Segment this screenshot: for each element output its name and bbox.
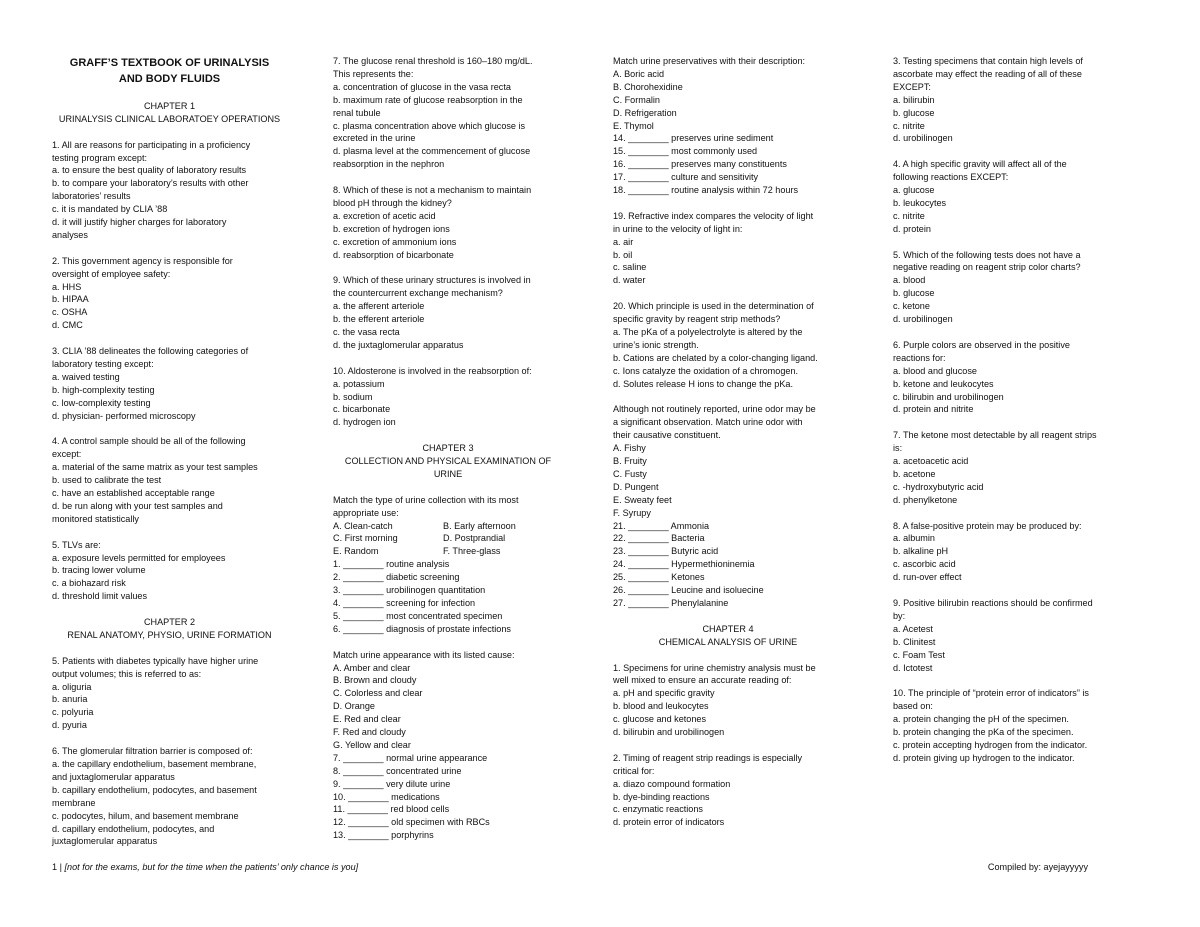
answer-choice: b. high-complexity testing: [52, 384, 155, 395]
question-block: [613, 752, 843, 829]
question-stem: 10. The principle of “protein error of indicators” is: [893, 688, 1089, 699]
question-stem: in urine to the velocity of light in:: [613, 223, 743, 234]
question-block: [333, 274, 563, 351]
question-stem: blood pH through the kidney?: [333, 197, 452, 208]
match-item: 10. ________ medications: [333, 791, 440, 802]
question-block: [893, 249, 1125, 326]
answer-choice: a. air: [613, 236, 634, 247]
answer-choice: analyses: [52, 229, 88, 240]
match-item: 11. ________ red blood cells: [333, 804, 450, 815]
answer-choice: b. anuria: [52, 694, 88, 705]
question-stem: 3. Testing specimens that contain high levels of: [893, 56, 1083, 66]
question-block: [52, 139, 287, 242]
match-item: 12. ________ old specimen with RBCs: [333, 817, 490, 828]
answer-choice: c. OSHA: [52, 307, 88, 318]
match-item: 23. ________ Butyric acid: [613, 546, 719, 557]
question-block: [893, 687, 1125, 764]
match-instruction: Match the type of urine collection with its most: [333, 494, 519, 505]
answer-choice: c. nitrite: [893, 120, 925, 131]
question-stem: 5. TLVs are:: [52, 539, 101, 550]
question-block: [893, 55, 1125, 145]
answer-choice: b. used to calibrate the test: [52, 475, 162, 486]
answer-choice: d. be run along with your test samples and: [52, 500, 223, 511]
column-4: [893, 55, 1125, 778]
answer-choice: b. leukocytes: [893, 197, 947, 208]
question-stem: 1. Specimens for urine chemistry analysis must be: [613, 662, 816, 673]
match-option: D. Pungent: [613, 481, 659, 492]
question-block: [52, 745, 287, 848]
question-stem: This represents the:: [333, 68, 414, 79]
answer-choice: a. the afferent arteriole: [333, 301, 425, 312]
answer-choice: a. HHS: [52, 281, 82, 292]
answer-choice: a. glucose: [893, 185, 935, 196]
question-stem: the countercurrent exchange mechanism?: [333, 288, 503, 299]
match-option: D. Orange: [333, 701, 375, 712]
answer-choice: d. plasma level at the commencement of glucose: [333, 146, 531, 157]
answer-choice: a. oliguria: [52, 681, 92, 692]
match-option-row: [333, 545, 563, 558]
answer-choice: d. physician- performed microscopy: [52, 410, 196, 421]
match-option: G. Yellow and clear: [333, 739, 411, 750]
question-block: [893, 158, 1125, 235]
answer-choice: b. acetone: [893, 468, 936, 479]
match-item: 18. ________ routine analysis within 72 hours: [613, 185, 799, 196]
answer-choice: c. the vasa recta: [333, 327, 400, 337]
answer-choice: c. podocytes, hilum, and basement membrane: [52, 810, 239, 821]
answer-choice: laboratories’ results: [52, 191, 131, 202]
answer-choice: c. glucose and ketones: [613, 714, 707, 725]
question-stem: critical for:: [613, 765, 655, 776]
chapter-2-questions-part1: [52, 655, 287, 849]
match-instruction: their causative constituent.: [613, 430, 721, 441]
answer-choice: c. have an established acceptable range: [52, 488, 215, 499]
answer-choice: c. bilirubin and urobilinogen: [893, 391, 1004, 402]
question-stem: EXCEPT:: [893, 81, 931, 92]
preservatives-match-block: [613, 55, 843, 197]
answer-choice: c. it is mandated by CLIA ’88: [52, 204, 168, 215]
question-block: [333, 365, 563, 430]
match-option: E. Sweaty feet: [613, 494, 672, 505]
question-stem: oversight of employee safety:: [52, 268, 171, 279]
question-block: [52, 655, 287, 732]
match-item: 14. ________ preserves urine sediment: [613, 133, 774, 144]
answer-choice: a. concentration of glucose in the vasa recta: [333, 81, 511, 92]
answer-choice: a. bilirubin: [893, 94, 935, 105]
answer-choice: membrane: [52, 797, 96, 808]
answer-choice: c. ketone: [893, 301, 930, 312]
question-block: [333, 55, 563, 171]
answer-choice: b. maximum rate of glucose reabsorption in the: [333, 94, 523, 105]
match-item: 27. ________ Phenylalanine: [613, 598, 729, 609]
answer-choice: a. albumin: [893, 533, 935, 544]
question-block: [52, 255, 287, 332]
match-instruction: Match urine appearance with its listed cause:: [333, 649, 515, 660]
match-item: 2. ________ diabetic screening: [333, 572, 460, 583]
footer-left: [52, 862, 358, 872]
match-option: B. Chorohexidine: [613, 81, 683, 92]
answer-choice: a. acetoacetic acid: [893, 456, 969, 467]
answer-choice: a. material of the same matrix as your test samples: [52, 462, 258, 473]
footer-separator: |: [59, 862, 62, 872]
answer-choice: c. nitrite: [893, 210, 925, 221]
answer-choice: renal tubule: [333, 107, 381, 118]
match-option: A. Clean-catch: [333, 520, 393, 531]
match-instruction: Although not routinely reported, urine odor may be: [613, 404, 816, 415]
answer-choice: c. ascorbic acid: [893, 559, 956, 570]
answer-choice: a. Acetest: [893, 623, 933, 634]
answer-choice: b. sodium: [333, 391, 373, 402]
answer-choice: b. tracing lower volume: [52, 565, 146, 576]
question-stem: testing program except:: [52, 152, 148, 163]
match-option: C. Colorless and clear: [333, 688, 423, 699]
answer-choice: d. Solutes release H ions to change the pKa.: [613, 378, 793, 389]
question-stem: 9. Positive bilirubin reactions should be confirmed: [893, 597, 1093, 608]
match-item: 25. ________ Ketones: [613, 572, 705, 583]
answer-choice: a. blood: [893, 275, 926, 286]
question-block: [333, 184, 563, 261]
match-option-row: [333, 532, 563, 545]
chapter-3-heading: CHAPTER 3 COLLECTION AND PHYSICAL EXAMINATION OF URINE: [344, 443, 552, 479]
match-item: 16. ________ preserves many constituents: [613, 159, 787, 170]
question-stem: 19. Refractive index compares the velocity of light: [613, 210, 814, 221]
answer-choice: b. alkaline pH: [893, 546, 949, 557]
match-item: 22. ________ Bacteria: [613, 533, 705, 544]
answer-choice: excreted in the urine: [333, 133, 416, 144]
answer-choice: juxtaglomerular apparatus: [52, 836, 158, 847]
answer-choice: b. protein changing the pKa of the specimen.: [893, 727, 1074, 738]
match-instruction: Match urine preservatives with their description:: [613, 56, 806, 66]
answer-choice: c. Foam Test: [893, 649, 945, 660]
question-block: [893, 429, 1125, 506]
answer-choice: b. the efferent arteriole: [333, 314, 425, 325]
match-option: A. Fishy: [613, 443, 646, 454]
match-option: D. Refrigeration: [613, 107, 677, 118]
answer-choice: d. it will justify higher charges for laboratory: [52, 217, 227, 228]
answer-choice: c. low-complexity testing: [52, 397, 151, 408]
column-3: [613, 55, 843, 842]
question-block: [893, 597, 1125, 674]
answer-choice: d. reabsorption of bicarbonate: [333, 249, 454, 260]
match-item: 4. ________ screening for infection: [333, 597, 476, 608]
question-stem: except:: [52, 449, 82, 460]
question-stem: 7. The glucose renal threshold is 160–180 mg/dL.: [333, 56, 533, 66]
match-item: 1. ________ routine analysis: [333, 559, 450, 570]
answer-choice: a. exposure levels permitted for employees: [52, 552, 226, 563]
answer-choice: c. a biohazard risk: [52, 578, 126, 589]
match-option: F. Three-glass: [443, 546, 501, 557]
footer-credit: Compiled by: ayejayyyyy: [987, 862, 1088, 872]
answer-choice: a. potassium: [333, 378, 385, 389]
answer-choice: c. enzymatic reactions: [613, 804, 703, 815]
answer-choice: d. water: [613, 275, 646, 286]
answer-choice: b. Clinitest: [893, 636, 936, 647]
answer-choice: b. to compare your laboratory’s results with other: [52, 178, 249, 189]
match-option: C. First morning: [333, 533, 398, 544]
question-stem: output volumes; this is referred to as:: [52, 668, 202, 679]
answer-choice: b. blood and leukocytes: [613, 701, 709, 712]
answer-choice: d. run-over effect: [893, 572, 962, 583]
match-item: 24. ________ Hypermethioninemia: [613, 559, 755, 570]
answer-choice: a. excretion of acetic acid: [333, 210, 436, 221]
chapter-4-questions-part1: [613, 662, 843, 830]
match-option: E. Red and clear: [333, 714, 401, 725]
answer-choice: c. protein accepting hydrogen from the indicator.: [893, 739, 1088, 750]
answer-choice: d. threshold limit values: [52, 591, 148, 602]
question-stem: based on:: [893, 701, 933, 712]
answer-choice: b. dye-binding reactions: [613, 791, 710, 802]
match-item: 3. ________ urobilinogen quantitation: [333, 585, 486, 596]
question-stem: 8. A false-positive protein may be produced by:: [893, 520, 1082, 531]
question-stem: laboratory testing except:: [52, 358, 154, 369]
question-stem: 7. The ketone most detectable by all reagent strips: [893, 430, 1097, 441]
match-option: D. Postprandial: [443, 533, 506, 544]
question-stem: following reactions EXCEPT:: [893, 172, 1009, 183]
question-stem: 5. Patients with diabetes typically have higher urine: [52, 655, 259, 666]
question-stem: is:: [893, 443, 903, 454]
question-stem: 3. CLIA ’88 delineates the following categories of: [52, 346, 249, 357]
answer-choice: a. The pKa of a polyelectrolyte is altered by the: [613, 327, 803, 337]
answer-choice: c. bicarbonate: [333, 404, 391, 415]
match-option: C. Formalin: [613, 94, 660, 105]
question-stem: 4. A high specific gravity will affect all of the: [893, 159, 1067, 170]
match-option: B. Fruity: [613, 456, 647, 467]
answer-choice: d. pyuria: [52, 720, 87, 731]
answer-choice: c. Ions catalyze the oxidation of a chromogen.: [613, 365, 799, 376]
footer-motto: [not for the exams, but for the time when the patients’ only chance is you]: [64, 862, 359, 872]
question-stem: by:: [893, 610, 906, 621]
question-stem: 2. This government agency is responsible for: [52, 255, 233, 266]
answer-choice: d. protein: [893, 223, 931, 234]
answer-choice: b. ketone and leukocytes: [893, 378, 994, 389]
match-item: 15. ________ most commonly used: [613, 146, 758, 157]
answer-choice: c. plasma concentration above which glucose is: [333, 120, 526, 131]
answer-choice: c. polyuria: [52, 707, 94, 718]
answer-choice: a. protein changing the pH of the specimen.: [893, 714, 1069, 725]
answer-choice: d. bilirubin and urobilinogen: [613, 727, 725, 738]
match-item: 6. ________ diagnosis of prostate infections: [333, 623, 511, 634]
answer-choice: and juxtaglomerular apparatus: [52, 771, 175, 782]
chapter-4-questions-part2: [893, 55, 1125, 765]
question-19: [613, 210, 843, 287]
answer-choice: a. to ensure the best quality of laboratory results: [52, 165, 247, 176]
document-title: GRAFF’S TEXTBOOK OF URINALYSIS AND BODY FLUIDS: [69, 57, 270, 85]
answer-choice: a. blood and glucose: [893, 365, 977, 376]
question-block: [52, 435, 287, 525]
match-item: 9. ________ very dilute urine: [333, 778, 451, 789]
answer-choice: d. the juxtaglomerular apparatus: [333, 339, 464, 350]
question-stem: well mixed to ensure an accurate reading of:: [613, 675, 792, 686]
answer-choice: a. the capillary endothelium, basement membrane,: [52, 758, 257, 769]
match-option: F. Syrupy: [613, 507, 651, 518]
question-block: [893, 520, 1125, 585]
question-stem: specific gravity by reagent strip methods?: [613, 314, 781, 325]
match-option: B. Early afternoon: [443, 520, 516, 531]
chapter-4-heading: CHAPTER 4 CHEMICAL ANALYSIS OF URINE: [658, 623, 798, 647]
match-option: B. Brown and cloudy: [333, 675, 417, 686]
question-stem: 20. Which principle is used in the determination of: [613, 301, 814, 312]
answer-choice: d. phenylketone: [893, 494, 958, 505]
match-option-row: [333, 520, 563, 533]
match-instruction: a significant observation. Match urine odor with: [613, 417, 803, 428]
question-stem: 1. All are reasons for participating in a proficiency: [52, 139, 251, 150]
question-block: [52, 539, 287, 604]
answer-choice: b. glucose: [893, 288, 935, 299]
page-number: 1: [52, 862, 58, 872]
match-item: 5. ________ most concentrated specimen: [333, 610, 503, 621]
answer-choice: b. glucose: [893, 107, 935, 118]
chapter-1-questions: [52, 139, 287, 604]
answer-choice: monitored statistically: [52, 513, 139, 524]
match-item: 13. ________ porphyrins: [333, 830, 434, 841]
answer-choice: a. waived testing: [52, 371, 120, 382]
question-stem: 4. A control sample should be all of the following: [52, 436, 246, 447]
question-stem: negative reading on reagent strip color charts?: [893, 262, 1081, 273]
answer-choice: d. Ictotest: [893, 662, 933, 673]
question-stem: 10. Aldosterone is involved in the reabsorption of:: [333, 365, 532, 376]
answer-choice: c. saline: [613, 262, 647, 273]
question-stem: 2. Timing of reagent strip readings is especially: [613, 752, 803, 763]
question-stem: 5. Which of the following tests does not have a: [893, 249, 1081, 260]
answer-choice: d. urobilinogen: [893, 314, 953, 325]
match-option: E. Random: [333, 546, 379, 557]
match-option: E. Thymol: [613, 120, 654, 131]
question-stem: 8. Which of these is not a mechanism to maintain: [333, 185, 532, 196]
match-option: A. Amber and clear: [333, 662, 411, 673]
chapter-2-heading: CHAPTER 2 RENAL ANATOMY, PHYSIO, URINE FORMATION: [67, 617, 272, 640]
question-block: [52, 345, 287, 422]
answer-choice: b. capillary endothelium, podocytes, and basement: [52, 784, 257, 795]
question-stem: 9. Which of these urinary structures is involved in: [333, 275, 531, 286]
answer-choice: b. HIPAA: [52, 294, 89, 305]
question-block: [893, 339, 1125, 416]
question-20: [613, 300, 843, 390]
answer-choice: b. excretion of hydrogen ions: [333, 223, 450, 234]
answer-choice: urine’s ionic strength.: [613, 339, 699, 350]
answer-choice: d. urobilinogen: [893, 133, 953, 144]
answer-choice: b. Cations are chelated by a color-changing ligand.: [613, 352, 818, 363]
column-1: [52, 55, 287, 861]
match-item: 7. ________ normal urine appearance: [333, 752, 488, 763]
match-item: 8. ________ concentrated urine: [333, 765, 462, 776]
chapter-1-heading: CHAPTER 1 URINALYSIS CLINICAL LABORATOEY OPERATIONS: [58, 100, 281, 124]
column-2: [333, 55, 563, 855]
match-item: 26. ________ Leucine and isoluecine: [613, 585, 764, 596]
answer-choice: b. oil: [613, 249, 633, 260]
answer-choice: d. hydrogen ion: [333, 417, 396, 428]
match-item: 21. ________ Ammonia: [613, 520, 710, 531]
match-option: F. Red and cloudy: [333, 727, 406, 738]
odor-match-block: [613, 403, 843, 610]
answer-choice: c. excretion of ammonium ions: [333, 236, 457, 247]
answer-choice: d. protein giving up hydrogen to the indicator.: [893, 752, 1075, 763]
answer-choice: d. CMC: [52, 320, 83, 331]
answer-choice: c. -hydroxybutyric acid: [893, 481, 984, 492]
question-stem: 6. Purple colors are observed in the positive: [893, 339, 1070, 350]
answer-choice: reabsorption in the nephron: [333, 159, 445, 170]
question-stem: ascorbate may effect the reading of all of these: [893, 68, 1082, 79]
answer-choice: a. pH and specific gravity: [613, 688, 715, 699]
collection-match-block: [333, 494, 563, 636]
match-item: 17. ________ culture and sensitivity: [613, 172, 759, 183]
answer-choice: d. protein error of indicators: [613, 817, 725, 828]
question-stem: 6. The glomerular filtration barrier is composed of:: [52, 746, 253, 757]
match-option: C. Fusty: [613, 468, 647, 479]
match-option: A. Boric acid: [613, 68, 665, 79]
answer-choice: d. protein and nitrite: [893, 404, 974, 415]
appearance-match-block: [333, 649, 563, 843]
chapter-2-questions-part2: [333, 55, 563, 429]
answer-choice: a. diazo compound formation: [613, 778, 731, 789]
match-instruction: appropriate use:: [333, 507, 399, 518]
question-block: [613, 662, 843, 739]
answer-choice: d. capillary endothelium, podocytes, and: [52, 823, 215, 834]
question-stem: reactions for:: [893, 352, 946, 363]
